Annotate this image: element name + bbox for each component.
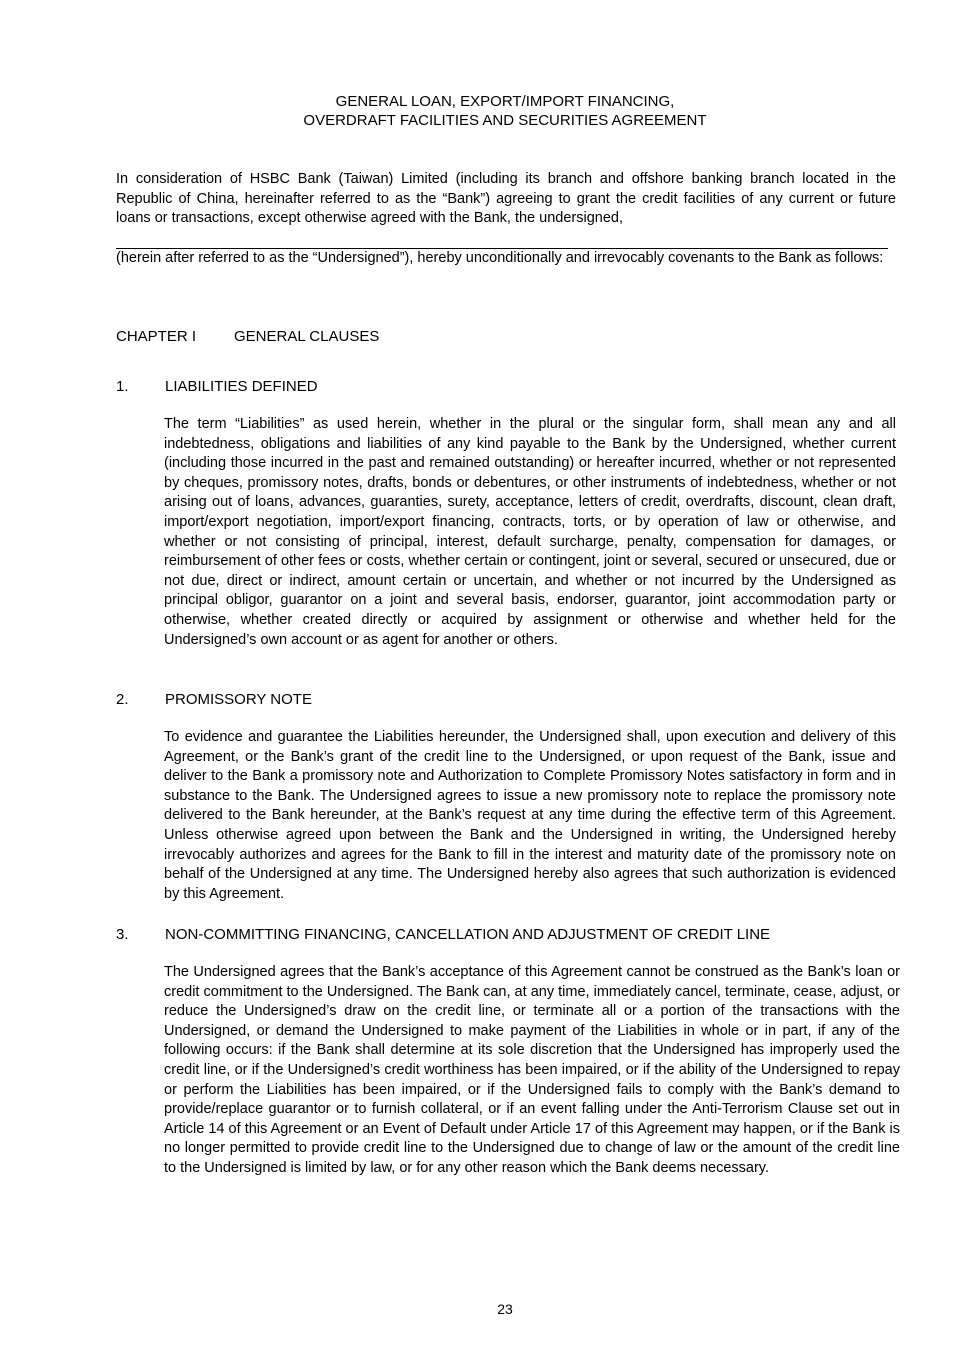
chapter-title: GENERAL CLAUSES: [234, 328, 380, 345]
section-heading-3: [116, 925, 770, 944]
section-heading-1: [116, 377, 318, 396]
section-title: NON-COMMITTING FINANCING, CANCELLATION AND ADJUSTMENT OF CREDIT LINE: [165, 926, 771, 943]
section-number: 1.: [116, 378, 129, 395]
title-line-2: OVERDRAFT FACILITIES AND SECURITIES AGREEMENT: [303, 112, 707, 129]
section-title: PROMISSORY NOTE: [165, 691, 312, 708]
section-number: 2.: [116, 691, 129, 708]
section-heading-2: [116, 690, 312, 709]
intro-text-part-1: In consideration of HSBC Bank (Taiwan) Limited (including its branch and offshore banking branch located in the Republic of China, hereinafter referred to as the “Bank”) agreeing to grant the credit facilities of any current or future loans or transactions, except otherwise agreed with the Bank, the undersigned,: [116, 171, 896, 227]
intro-text-part-2: (herein after referred to as the “Undersigned”), hereby unconditionally and irrevocably covenants to the Bank as follows:: [116, 250, 884, 267]
document-title: [0, 92, 965, 130]
section-title: LIABILITIES DEFINED: [165, 378, 318, 395]
intro-paragraph: [116, 170, 896, 269]
chapter-number: CHAPTER I: [116, 328, 197, 345]
title-line-1: GENERAL LOAN, EXPORT/IMPORT FINANCING,: [335, 93, 675, 110]
page-number: 23: [497, 1301, 513, 1317]
section-body-2: To evidence and guarantee the Liabilities hereunder, the Undersigned shall, upon execution and delivery of this Agreement, or the Bank’s grant of the credit line to the Undersigned, or upon request of the Bank, issue and deliver to the Bank a promissory note and Authorization to Complete Promissory Notes satisfactory in form and in substance to the Bank. The Undersigned agrees to issue a new promissory note to replace the promissory note delivered to the Bank hereunder, at the Bank’s request at any time during the effective term of this Agreement. Unless otherwise agreed upon between the Bank and the Undersigned in writing, the Undersigned hereby irrevocably authorizes and agrees for the Bank to fill in the interest and maturity date of the promissory note on behalf of the Undersigned at any time. The Undersigned hereby also agrees that such authorization is evidenced by this Agreement.: [164, 729, 896, 902]
section-body-1: The term “Liabilities” as used herein, whether in the plural or the singular form, shall mean any and all indebtedness, obligations and liabilities of any kind payable to the Bank by the Undersigned, whether current (including those incurred in the past and remained outstanding) or hereafter incurred, whether or not represented by cheques, promissory notes, drafts, bonds or debentures, or other instruments of indebtedness, whether or not arising out of loans, advances, guaranties, surety, acceptance, letters of credit, overdrafts, discount, clean draft, import/export negotiation, import/export financing, contracts, torts, or by operation of law or otherwise, and whether or not consisting of principal, interest, default surcharge, penalty, compensation for damages, or reimbursement of other fees or costs, whether certain or contingent, joint or several, secured or unsecured, due or not due, direct or indirect, amount certain or uncertain, and whether or not incurred by the Undersigned as principal obligor, guarantor on a joint and several basis, endorser, guarantor, joint accommodation party or otherwise, whether created directly or acquired by assignment or otherwise and whether held for the Undersigned’s own account or as agent for another or others.: [164, 416, 896, 648]
section-body-3: The Undersigned agrees that the Bank’s acceptance of this Agreement cannot be construed as the Bank’s loan or credit commitment to the Undersigned. The Bank can, at any time, immediately cancel, terminate, cease, adjust, or reduce the Undersigned’s draw on the credit line, or terminate all or a portion of the transactions with the Undersigned, or demand the Undersigned to make payment of the Liabilities in whole or in part, if any of the following occurs: if the Bank shall determine at its sole discretion that the Undersigned has improperly used the credit line, or if the Undersigned’s credit worthiness has been impaired, or if the ability of the Undersigned to repay or perform the Liabilities has been impaired, or if the Undersigned fails to comply with the Bank’s demand to provide/replace guarantor or to furnish collateral, or if an event falling under the Anti-Terrorism Clause set out in Article 14 of this Agreement or an Event of Default under Article 17 of this Agreement may happen, or if the Bank is no longer permitted to provide credit line to the Undersigned due to change of law or the amount of the credit line to the Undersigned is limited by law, or for any other reason which the Bank deems necessary.: [164, 964, 900, 1176]
section-number: 3.: [116, 926, 129, 943]
undersigned-name-blank-line: [116, 229, 888, 250]
chapter-heading: [116, 327, 379, 346]
